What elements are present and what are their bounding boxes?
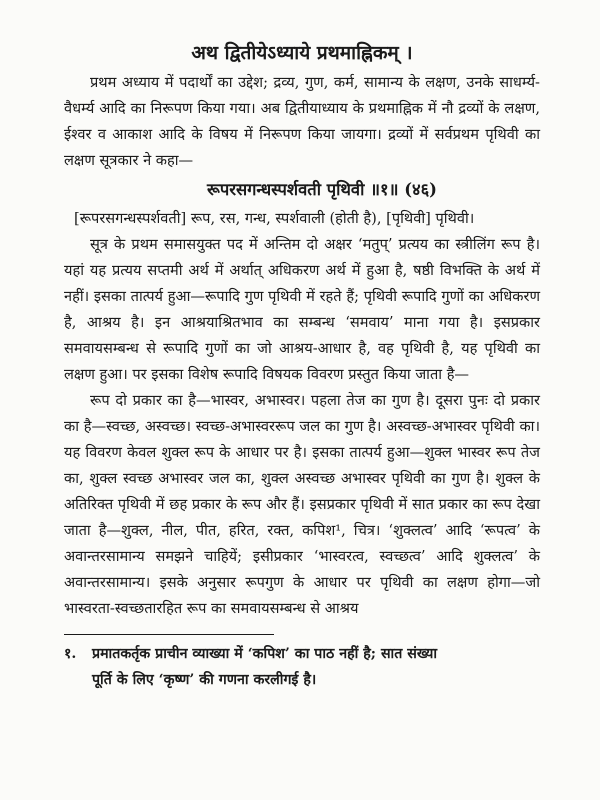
section-heading: अथ द्वितीयेऽध्याये प्रथमाह्निकम् । [191,42,413,64]
gloss-paragraph: [रूपरसगन्धस्पर्शवती] रूप, रस, गन्ध, स्पर्शवाली (होती है), [पृथिवी] पृथिवी। [74,210,475,227]
intro-paragraph: प्रथम अध्याय में पदार्थों का उद्देश; द्रव्य, गुण, कर्म, सामान्य के लक्षण, उनके साधर्म्य-वैधर्म्य आदि का निरूपण किया गया। अब द्वितीयाध्याय के प्रथमाह्निक में नौ द्रव्यों के लक्षण, ईश्वर व आकाश आदि के विषय में निरूपण किया जायगा। द्रव्यों में सर्वप्रथम पृथिवी का लक्षण सूत्रकार ने कहा— [64,74,540,169]
footnote-line-2: पूर्ति के लिए ‘कृष्ण’ की गणना करलीगई है। [92,672,317,688]
footnote [64,641,540,693]
footnote-divider [64,634,274,635]
footnote-text-1: प्रमातकर्तृक प्राचीन व्याख्या में ‘कपिश’ का पाठ नहीं है; सात संख्या [92,646,438,662]
commentary-paragraph-1: सूत्र के प्रथम समासयुक्त पद में अन्तिम दो अक्षर ‘मतुप्’ प्रत्यय का स्त्रीलिंग रूप है। यहां यह प्रत्यय सप्तमी अर्थ में अर्थात् अधिकरण अर्थ में हुआ है, षष्ठी विभक्ति के अर्थ में नहीं। इसका तात्पर्य हुआ—रूपादि गुण पृथिवी में रहते हैं; पृथिवी रूपादि गुणों का अधिकरण है, आश्रय है। इन आश्रयाश्रितभाव का सम्बन्ध ‘समवाय’ माना गया है। इसप्रकार समवायसम्बन्ध से रूपादि गुणों का जो आश्रय-आधार है, वह पृथिवी है, यह पृथिवी का लक्षण हुआ। पर इसका विशेष रूपादि विषयक विवरण प्रस्तुत किया जाता है— [64,236,540,383]
footnote-line-1 [64,641,540,667]
commentary-paragraph-2: रूप दो प्रकार का है—भास्वर, अभास्वर। पहला तेज का गुण है। दूसरा पुनः दो प्रकार का है—स्वच्छ, अस्वच्छ। स्वच्छ-अभास्वररूप जल का गुण है। अस्वच्छ-अभास्वर पृथिवी का। यह विवरण केवल शुक्ल रूप के आधार पर है। इसका तात्पर्य हुआ—शुक्ल भास्वर रूप तेज का, शुक्ल स्वच्छ अभास्वर जल का, शुक्ल अस्वच्छ अभास्वर पृथिवी का गुण है। शुक्ल के अतिरिक्त पृथिवी में छह प्रकार के रूप और हैं। इसप्रकार पृथिवी में सात प्रकार का रूप देखा जाता है—शुक्ल, नील, पीत, हरित, रक्त, कपिश¹, चित्र। ‘शुक्लत्व’ आदि ‘रूपत्व’ के अवान्तरसामान्य समझने चाहियें; इसीप्रकार ‘भास्वरत्व, स्वच्छत्व’ आदि शुक्लत्व’ के अवान्तरसामान्य। इसके अनुसार रूपगुण के आधार पर पृथिवी का लक्षण होगा—जो भास्वरता-स्वच्छतारहित रूप का समवायसम्बन्ध से आश्रय [64,392,540,617]
sutra-line: रूपरसगन्धस्पर्शवती पृथिवी ॥१॥ (४६) [207,180,437,199]
footnote-number: १. [64,646,77,662]
